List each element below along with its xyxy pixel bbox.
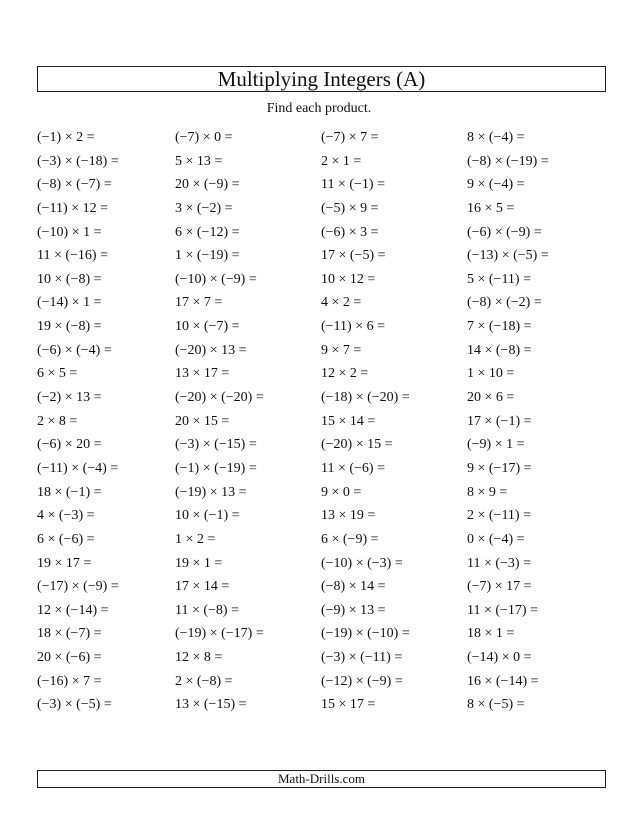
problem: 19 × 1 = <box>175 555 223 571</box>
problem-row <box>37 483 606 507</box>
problem: 16 × 5 = <box>467 200 515 216</box>
problem: 10 × (−8) = <box>37 271 102 287</box>
problem: 10 × (−1) = <box>175 508 240 524</box>
problem-row <box>37 175 606 199</box>
problem: 9 × (−4) = <box>467 177 525 193</box>
problem-row <box>37 317 606 341</box>
problem: 0 × (−4) = <box>467 531 525 547</box>
problem: (−10) × (−9) = <box>175 271 257 287</box>
problem: (−8) × (−7) = <box>37 177 112 193</box>
problem-row <box>37 554 606 578</box>
problem: (−19) × (−17) = <box>175 626 264 642</box>
problem: (−7) × 17 = <box>467 579 532 595</box>
problem: 11 × (−16) = <box>37 248 108 264</box>
problem: (−11) × 6 = <box>321 319 385 335</box>
problem: 18 × (−1) = <box>37 484 102 500</box>
problem: 17 × (−5) = <box>321 248 386 264</box>
problem-grid <box>37 128 606 719</box>
problem: (−9) × 13 = <box>321 602 386 618</box>
problem: (−3) × (−18) = <box>37 153 119 169</box>
problem: (−5) × 9 = <box>321 200 379 216</box>
problem: 4 × (−3) = <box>37 508 95 524</box>
problem: 9 × 0 = <box>321 484 362 500</box>
problem: 20 × 15 = <box>175 413 230 429</box>
problem: 2 × 1 = <box>321 153 362 169</box>
problem: 15 × 17 = <box>321 697 376 713</box>
problem: (−18) × (−20) = <box>321 390 410 406</box>
problem: 8 × 9 = <box>467 484 508 500</box>
problem: 7 × (−18) = <box>467 319 532 335</box>
problem: (−16) × 7 = <box>37 673 102 689</box>
problem: 13 × 17 = <box>175 366 230 382</box>
problem-row <box>37 459 606 483</box>
problem: (−17) × (−9) = <box>37 579 119 595</box>
problem-row <box>37 530 606 554</box>
problem: (−6) × 3 = <box>321 224 379 240</box>
problem-row <box>37 223 606 247</box>
problem: (−20) × 13 = <box>175 342 247 358</box>
problem: (−20) × 15 = <box>321 437 393 453</box>
problem: 18 × (−7) = <box>37 626 102 642</box>
problem: (−1) × 2 = <box>37 130 95 145</box>
problem: 6 × (−12) = <box>175 224 240 240</box>
problem-row <box>37 128 606 152</box>
problem: 11 × (−8) = <box>175 602 239 618</box>
problem: 15 × 14 = <box>321 413 376 429</box>
problem: 6 × (−9) = <box>321 531 379 547</box>
problem: (−10) × (−3) = <box>321 555 403 571</box>
problem: (−6) × 20 = <box>37 437 102 453</box>
problem: (−2) × 13 = <box>37 390 102 406</box>
problem: 20 × (−9) = <box>175 177 240 193</box>
problem: 10 × (−7) = <box>175 319 240 335</box>
problem: (−6) × (−9) = <box>467 224 542 240</box>
problem: 19 × 17 = <box>37 555 92 571</box>
problem: (−7) × 7 = <box>321 130 379 145</box>
problem-row <box>37 246 606 270</box>
problem: 5 × (−11) = <box>467 271 531 287</box>
problem-row <box>37 672 606 696</box>
problem: 20 × (−6) = <box>37 650 102 666</box>
problem: 17 × (−1) = <box>467 413 532 429</box>
problem-row <box>37 341 606 365</box>
problem: 16 × (−14) = <box>467 673 539 689</box>
problem: 12 × 2 = <box>321 366 369 382</box>
problem: (−7) × 0 = <box>175 130 233 145</box>
problem: (−14) × 0 = <box>467 650 532 666</box>
problem: 9 × (−17) = <box>467 460 532 476</box>
problem: 6 × 5 = <box>37 366 78 382</box>
problem: 2 × (−8) = <box>175 673 233 689</box>
problem: (−14) × 1 = <box>37 295 102 311</box>
problem: 10 × 12 = <box>321 271 376 287</box>
problem-row <box>37 577 606 601</box>
problem-row <box>37 199 606 223</box>
problem: (−3) × (−15) = <box>175 437 257 453</box>
problem-row <box>37 435 606 459</box>
problem: 5 × 13 = <box>175 153 223 169</box>
problem: (−8) × (−2) = <box>467 295 542 311</box>
problem: (−11) × (−4) = <box>37 460 119 476</box>
problem-row <box>37 601 606 625</box>
problem: 4 × 2 = <box>321 295 362 311</box>
problem: (−13) × (−5) = <box>467 248 549 264</box>
problem: (−12) × (−9) = <box>321 673 403 689</box>
problem: 11 × (−3) = <box>467 555 531 571</box>
problem: 9 × 7 = <box>321 342 362 358</box>
problem: (−3) × (−11) = <box>321 650 403 666</box>
problem: (−11) × 12 = <box>37 200 108 216</box>
problem: (−10) × 1 = <box>37 224 102 240</box>
problem-row <box>37 695 606 719</box>
problem: (−3) × (−5) = <box>37 697 112 713</box>
problem: 19 × (−8) = <box>37 319 102 335</box>
problem: (−8) × 14 = <box>321 579 386 595</box>
problem: 8 × (−4) = <box>467 130 525 145</box>
problem: (−20) × (−20) = <box>175 390 264 406</box>
problem: (−19) × 13 = <box>175 484 247 500</box>
problem: 11 × (−17) = <box>467 602 538 618</box>
problem-row <box>37 506 606 530</box>
problem: 1 × 2 = <box>175 531 216 547</box>
worksheet-instructions: Find each product. <box>266 101 372 116</box>
problem: 17 × 14 = <box>175 579 230 595</box>
problem: (−8) × (−19) = <box>467 153 549 169</box>
problem: 18 × 1 = <box>467 626 515 642</box>
problem-row <box>37 152 606 176</box>
problem: 6 × (−6) = <box>37 531 95 547</box>
problem: 1 × (−19) = <box>175 248 240 264</box>
problem-row <box>37 293 606 317</box>
problem: 2 × (−11) = <box>467 508 531 524</box>
problem: (−9) × 1 = <box>467 437 525 453</box>
worksheet-footer: Math-Drills.com <box>37 770 606 788</box>
problem: 17 × 7 = <box>175 295 223 311</box>
problem: (−6) × (−4) = <box>37 342 112 358</box>
problem: 11 × (−6) = <box>321 460 385 476</box>
problem: 3 × (−2) = <box>175 200 233 216</box>
problem-row <box>37 648 606 672</box>
problem-row <box>37 412 606 436</box>
problem: 13 × (−15) = <box>175 697 247 713</box>
problem: 20 × 6 = <box>467 390 515 406</box>
problem: 14 × (−8) = <box>467 342 532 358</box>
problem: 1 × 10 = <box>467 366 515 382</box>
problem: (−19) × (−10) = <box>321 626 410 642</box>
problem: 13 × 19 = <box>321 508 376 524</box>
worksheet-title: Multiplying Integers (A) <box>37 66 606 92</box>
problem: 2 × 8 = <box>37 413 78 429</box>
problem-row <box>37 388 606 412</box>
problem: 11 × (−1) = <box>321 177 385 193</box>
problem: 8 × (−5) = <box>467 697 525 713</box>
problem: (−1) × (−19) = <box>175 460 257 476</box>
problem-row <box>37 270 606 294</box>
problem: 12 × (−14) = <box>37 602 109 618</box>
problem: 12 × 8 = <box>175 650 223 666</box>
problem-row <box>37 624 606 648</box>
problem-row <box>37 364 606 388</box>
